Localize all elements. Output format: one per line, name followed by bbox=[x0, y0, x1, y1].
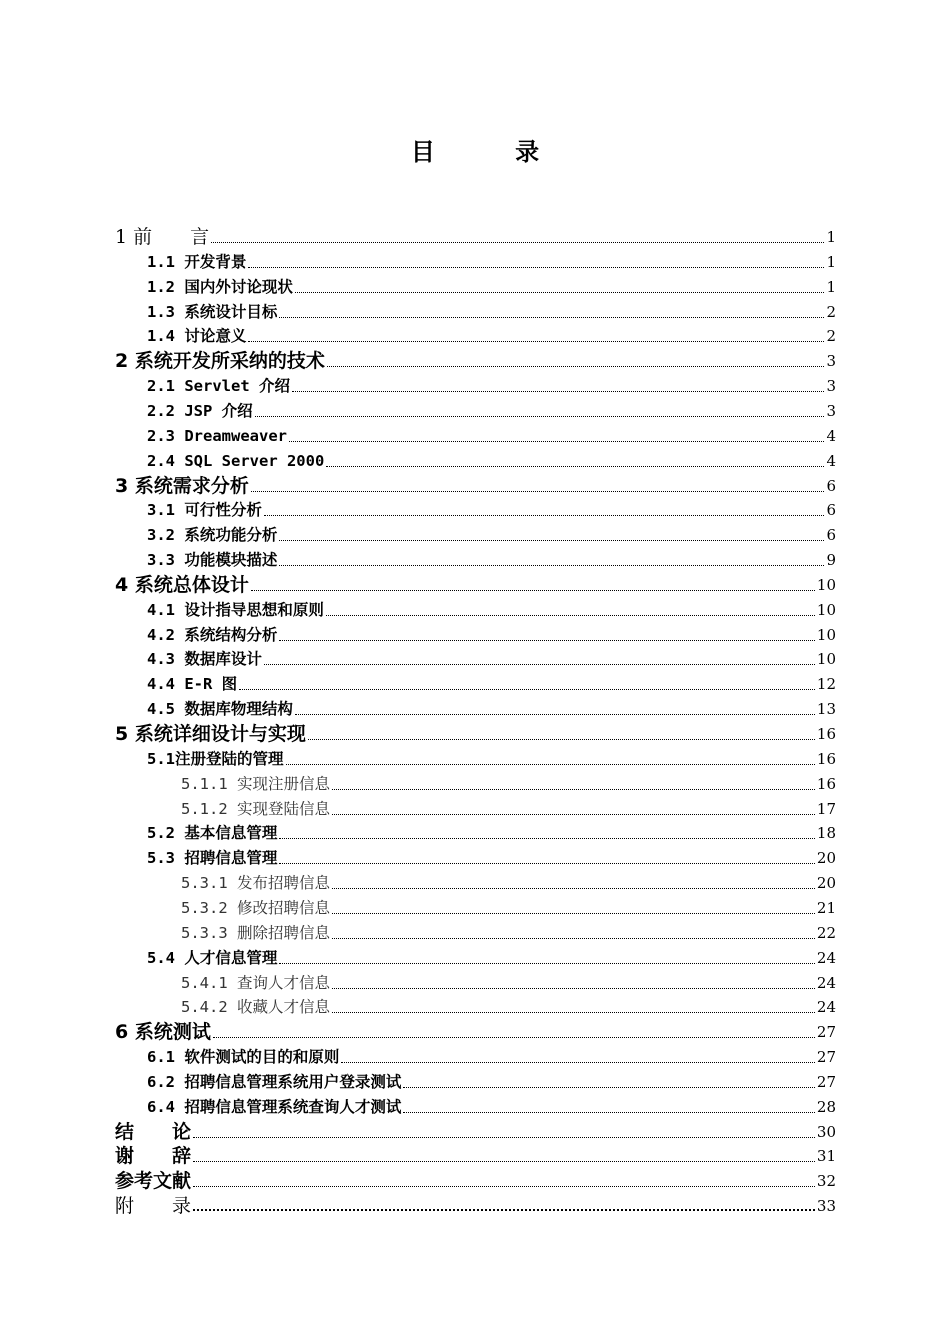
toc-entry-label: 5.1.1 实现注册信息 bbox=[181, 775, 330, 793]
toc-page-number: 1 bbox=[826, 228, 836, 246]
toc-entry-label: 4 系统总体设计 bbox=[115, 574, 249, 596]
toc-dot-leader bbox=[332, 988, 815, 989]
toc-entry-label: 5 系统详细设计与实现 bbox=[115, 723, 306, 745]
toc-dot-leader bbox=[213, 1037, 815, 1038]
toc-entry-label: 3.1 可行性分析 bbox=[147, 501, 262, 519]
toc-page-number: 3 bbox=[826, 402, 836, 420]
toc-entry[interactable] bbox=[147, 597, 836, 621]
toc-dot-leader bbox=[341, 1062, 815, 1063]
toc-page-number: 24 bbox=[816, 974, 836, 992]
toc-entry[interactable] bbox=[181, 870, 836, 894]
toc-page-number: 12 bbox=[816, 675, 836, 693]
toc-page-number: 9 bbox=[826, 551, 836, 569]
toc-dot-leader bbox=[292, 391, 824, 392]
toc-dot-leader bbox=[279, 565, 824, 566]
toc-entry[interactable] bbox=[147, 373, 836, 397]
toc-entry[interactable] bbox=[147, 671, 836, 695]
toc-entry[interactable] bbox=[147, 323, 836, 347]
toc-entry[interactable] bbox=[147, 497, 836, 521]
toc-dot-leader bbox=[332, 913, 815, 914]
toc-page-number: 10 bbox=[816, 626, 836, 644]
toc-page-number: 24 bbox=[816, 949, 836, 967]
toc-page-number: 20 bbox=[816, 874, 836, 892]
toc-entry[interactable] bbox=[115, 1143, 836, 1167]
toc-page-number: 16 bbox=[816, 750, 836, 768]
toc-entry[interactable] bbox=[181, 771, 836, 795]
toc-page-number: 28 bbox=[816, 1098, 836, 1116]
toc-page-number: 17 bbox=[816, 800, 836, 818]
toc-dot-leader bbox=[332, 1012, 815, 1013]
toc-entry-label: 5.3.1 发布招聘信息 bbox=[181, 874, 330, 892]
toc-entry[interactable] bbox=[147, 945, 836, 969]
toc-dot-leader bbox=[279, 317, 824, 318]
toc-entry[interactable] bbox=[181, 994, 836, 1018]
toc-entry[interactable] bbox=[147, 547, 836, 571]
toc-page-number: 4 bbox=[826, 427, 836, 445]
toc-dot-leader bbox=[264, 664, 815, 665]
toc-entry-label: 5.1.2 实现登陆信息 bbox=[181, 800, 330, 818]
toc-dot-leader bbox=[327, 366, 825, 367]
toc-dot-leader bbox=[332, 938, 815, 939]
toc-entry[interactable] bbox=[147, 1044, 836, 1068]
toc-dot-leader bbox=[403, 1112, 815, 1113]
toc-page-number: 6 bbox=[826, 477, 836, 495]
toc-entry[interactable] bbox=[147, 522, 836, 546]
toc-page-number: 13 bbox=[816, 700, 836, 718]
toc-dot-leader bbox=[279, 863, 815, 864]
toc-entry[interactable] bbox=[115, 1019, 836, 1043]
toc-entry-label: 5.3 招聘信息管理 bbox=[147, 849, 278, 867]
toc-dot-leader bbox=[308, 739, 815, 740]
toc-entry[interactable] bbox=[115, 1119, 836, 1143]
toc-entry-label: 2.1 Servlet 介绍 bbox=[147, 377, 290, 395]
toc-dot-leader bbox=[251, 590, 815, 591]
toc-page-number: 18 bbox=[816, 824, 836, 842]
toc-entry[interactable] bbox=[147, 423, 836, 447]
toc-entry[interactable] bbox=[181, 895, 836, 919]
toc-page-number: 10 bbox=[816, 601, 836, 619]
toc-entry[interactable] bbox=[147, 746, 836, 770]
toc-dot-leader bbox=[279, 540, 824, 541]
toc-page-number: 27 bbox=[816, 1048, 836, 1066]
toc-entry-label: 1.2 国内外讨论现状 bbox=[147, 278, 293, 296]
toc-entry[interactable] bbox=[115, 348, 836, 372]
toc-dot-leader bbox=[286, 764, 815, 765]
toc-page-number: 22 bbox=[816, 924, 836, 942]
toc-dot-leader bbox=[251, 491, 825, 492]
toc-entry[interactable] bbox=[147, 249, 836, 273]
toc-page-number: 32 bbox=[816, 1172, 836, 1190]
toc-dot-leader bbox=[326, 615, 815, 616]
toc-entry-label: 附 录 bbox=[115, 1195, 192, 1217]
toc-dot-leader bbox=[295, 292, 825, 293]
toc-entry-label: 5.4 人才信息管理 bbox=[147, 949, 278, 967]
toc-entry-label: 4.1 设计指导思想和原则 bbox=[147, 601, 324, 619]
toc-entry-label: 1 前 言 bbox=[115, 226, 210, 248]
toc-entry[interactable] bbox=[115, 473, 836, 497]
toc-dot-leader bbox=[248, 267, 824, 268]
toc-page-number: 30 bbox=[816, 1123, 836, 1141]
toc-entry[interactable] bbox=[147, 274, 836, 298]
toc-entry[interactable] bbox=[147, 1094, 836, 1118]
toc-dot-leader bbox=[279, 838, 815, 839]
toc-page-number: 27 bbox=[816, 1073, 836, 1091]
toc-page-number: 10 bbox=[816, 576, 836, 594]
toc-entry[interactable] bbox=[147, 820, 836, 844]
toc-page-number: 1 bbox=[826, 278, 836, 296]
toc-entry-label: 6 系统测试 bbox=[115, 1021, 211, 1043]
toc-dot-leader bbox=[332, 888, 815, 889]
toc-entry-label: 2 系统开发所采纳的技术 bbox=[115, 350, 325, 372]
toc-page-number: 6 bbox=[826, 526, 836, 544]
toc-entry[interactable] bbox=[115, 224, 836, 248]
toc-entry[interactable] bbox=[147, 1069, 836, 1093]
toc-dot-leader bbox=[289, 441, 824, 442]
toc-entry[interactable] bbox=[115, 572, 836, 596]
toc-page-number: 31 bbox=[816, 1147, 836, 1165]
toc-entry-label: 3.3 功能模块描述 bbox=[147, 551, 278, 569]
toc-dot-leader bbox=[193, 1209, 815, 1211]
toc-entry-label: 4.5 数据库物理结构 bbox=[147, 700, 293, 718]
toc-entry-label: 6.2 招聘信息管理系统用户登录测试 bbox=[147, 1073, 402, 1091]
toc-dot-leader bbox=[239, 689, 815, 690]
toc-entry[interactable] bbox=[147, 696, 836, 720]
page-title: 目 录 bbox=[410, 138, 576, 166]
toc-dot-leader bbox=[279, 963, 815, 964]
toc-page-number: 24 bbox=[816, 998, 836, 1016]
toc-entry[interactable] bbox=[147, 622, 836, 646]
toc-entry-label: 5.1注册登陆的管理 bbox=[147, 750, 284, 768]
toc-entry-label: 1.3 系统设计目标 bbox=[147, 303, 278, 321]
toc-dot-leader bbox=[403, 1087, 815, 1088]
toc-page-number: 10 bbox=[816, 650, 836, 668]
toc-dot-leader bbox=[193, 1161, 815, 1162]
toc-entry-label: 3.2 系统功能分析 bbox=[147, 526, 278, 544]
toc-dot-leader bbox=[255, 416, 825, 417]
toc-entry-label: 2.2 JSP 介绍 bbox=[147, 402, 253, 420]
toc-entry-label: 6.1 软件测试的目的和原则 bbox=[147, 1048, 340, 1066]
toc-page-number: 2 bbox=[826, 303, 836, 321]
toc-entry[interactable] bbox=[115, 1193, 836, 1217]
toc-entry-label: 2.4 SQL Server 2000 bbox=[147, 452, 325, 470]
toc-entry-label: 5.4.2 收藏人才信息 bbox=[181, 998, 330, 1016]
toc-entry-label: 6.4 招聘信息管理系统查询人才测试 bbox=[147, 1098, 402, 1116]
toc-entry[interactable] bbox=[147, 448, 836, 472]
toc-page-number: 2 bbox=[826, 327, 836, 345]
toc-entry[interactable] bbox=[181, 796, 836, 820]
toc-page-number: 1 bbox=[826, 253, 836, 271]
toc-entry-label: 5.2 基本信息管理 bbox=[147, 824, 278, 842]
toc-entry-label: 5.4.1 查询人才信息 bbox=[181, 974, 330, 992]
toc-entry-label: 2.3 Dreamweaver bbox=[147, 427, 287, 445]
toc-page-number: 3 bbox=[826, 377, 836, 395]
toc-entry-label: 谢 辞 bbox=[115, 1145, 192, 1167]
toc-page-number: 33 bbox=[816, 1197, 836, 1215]
toc-page-number: 27 bbox=[816, 1023, 836, 1041]
toc-entry[interactable] bbox=[115, 721, 836, 745]
toc-entry[interactable] bbox=[181, 970, 836, 994]
toc-page-number: 20 bbox=[816, 849, 836, 867]
toc-page-number: 16 bbox=[816, 775, 836, 793]
toc-entry-label: 4.4 E-R 图 bbox=[147, 675, 238, 693]
toc-dot-leader bbox=[295, 714, 815, 715]
toc-entry-label: 1.4 讨论意义 bbox=[147, 327, 247, 345]
toc-entry-label: 4.3 数据库设计 bbox=[147, 650, 262, 668]
toc-dot-leader bbox=[193, 1186, 815, 1187]
toc-dot-leader bbox=[279, 640, 815, 641]
toc-entry-label: 5.3.2 修改招聘信息 bbox=[181, 899, 330, 917]
toc-entry[interactable] bbox=[147, 646, 836, 670]
toc-entry[interactable] bbox=[147, 845, 836, 869]
toc-page-number: 21 bbox=[816, 899, 836, 917]
toc-dot-leader bbox=[264, 515, 825, 516]
toc-dot-leader bbox=[332, 814, 815, 815]
toc-entry-label: 3 系统需求分析 bbox=[115, 475, 249, 497]
toc-dot-leader bbox=[211, 242, 824, 243]
toc-dot-leader bbox=[193, 1137, 815, 1138]
toc-entry[interactable] bbox=[115, 1168, 836, 1192]
toc-dot-leader bbox=[248, 341, 824, 342]
toc-page-number: 4 bbox=[826, 452, 836, 470]
toc-page-number: 16 bbox=[816, 725, 836, 743]
toc-entry-label: 结 论 bbox=[115, 1121, 192, 1143]
toc-page-number: 3 bbox=[826, 352, 836, 370]
toc-entry[interactable] bbox=[147, 299, 836, 323]
toc-dot-leader bbox=[326, 466, 824, 467]
toc-entry-label: 5.3.3 删除招聘信息 bbox=[181, 924, 330, 942]
toc-page-number: 6 bbox=[826, 501, 836, 519]
toc-dot-leader bbox=[332, 789, 815, 790]
toc-entry[interactable] bbox=[181, 920, 836, 944]
toc-entry-label: 1.1 开发背景 bbox=[147, 253, 247, 271]
toc-entry[interactable] bbox=[147, 398, 836, 422]
toc-entry-label: 参考文献 bbox=[115, 1170, 192, 1192]
toc-entry-label: 4.2 系统结构分析 bbox=[147, 626, 278, 644]
